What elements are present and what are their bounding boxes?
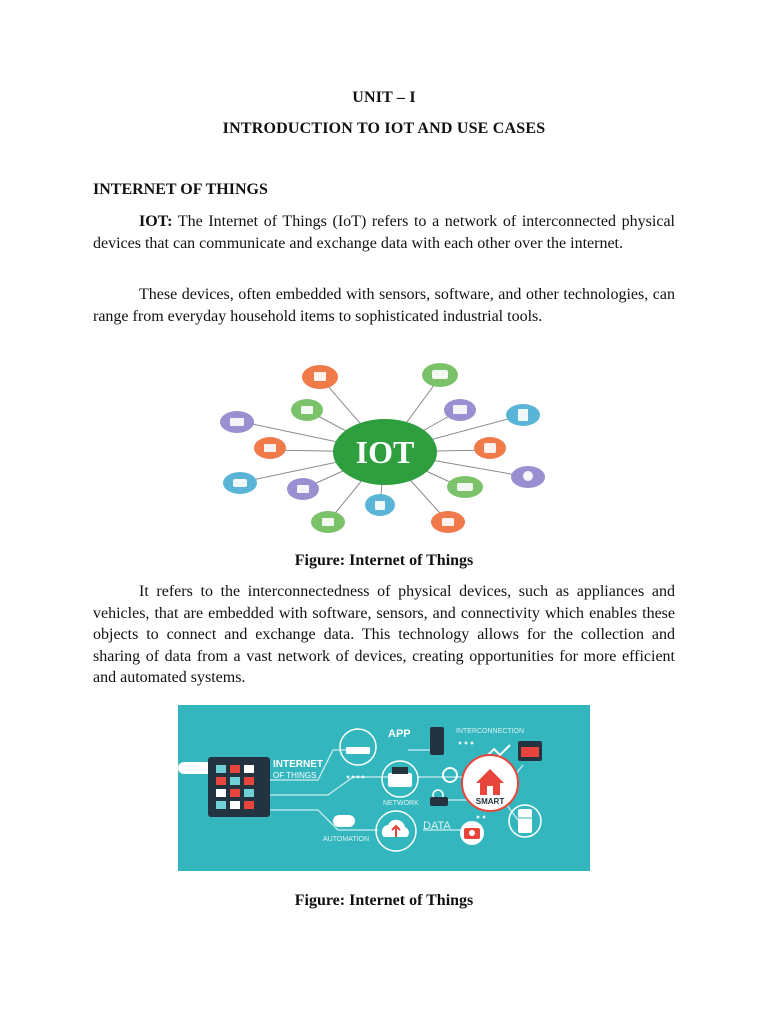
automation-label: AUTOMATION (323, 836, 370, 843)
iot-hub-diagram (215, 360, 555, 535)
iot-hub-figure (215, 360, 555, 535)
iot-network-illustration (178, 705, 590, 871)
network-label: NETWORK (383, 800, 419, 807)
of-things-label: OF THINGS (273, 771, 317, 780)
smart-label: SMART (475, 797, 505, 806)
paragraph-interconnectedness: It refers to the interconnectedness of physical devices, such as appliances and vehicles, that are embedded with software, sensors, and connectivity which enables these objects to connect and exchange data. This technology allows for the collection and sharing of data from a vast network of devices, creating opportunities for more efficient and automated systems. (93, 583, 675, 686)
interconnection-label: INTERCONNECTION (456, 728, 525, 735)
data-label: DATA (423, 820, 451, 832)
paragraph-iot-definition (93, 211, 675, 254)
chapter-title: INTRODUCTION TO IOT AND USE CASES (222, 120, 546, 137)
figure2-caption: Figure: Internet of Things (294, 892, 474, 909)
paragraph-devices: These devices, often embedded with sensors, software, and other technologies, can range from everyday household items to sophisticated industrial tools. (93, 286, 675, 325)
iot-network-figure (178, 705, 590, 871)
iot-center-label: IOT (355, 434, 415, 470)
hand-icon (178, 762, 212, 774)
iot-definition-text: The Internet of Things (IoT) refers to a network of interconnected physical devices that can communicate and exchange data with each other over the internet. (93, 213, 675, 252)
section-heading: INTERNET OF THINGS (93, 181, 268, 198)
internet-label: INTERNET (273, 759, 323, 770)
unit-label: UNIT – I (352, 89, 416, 106)
fridge-icon (518, 809, 532, 833)
cctv-icon (430, 797, 448, 806)
gamepad-icon (333, 815, 355, 827)
printer-icon (388, 773, 412, 787)
iot-lead: IOT: (139, 213, 173, 230)
figure1-caption: Figure: Internet of Things (294, 552, 474, 569)
smartphone-icon (430, 727, 444, 755)
app-label: APP (388, 728, 411, 740)
